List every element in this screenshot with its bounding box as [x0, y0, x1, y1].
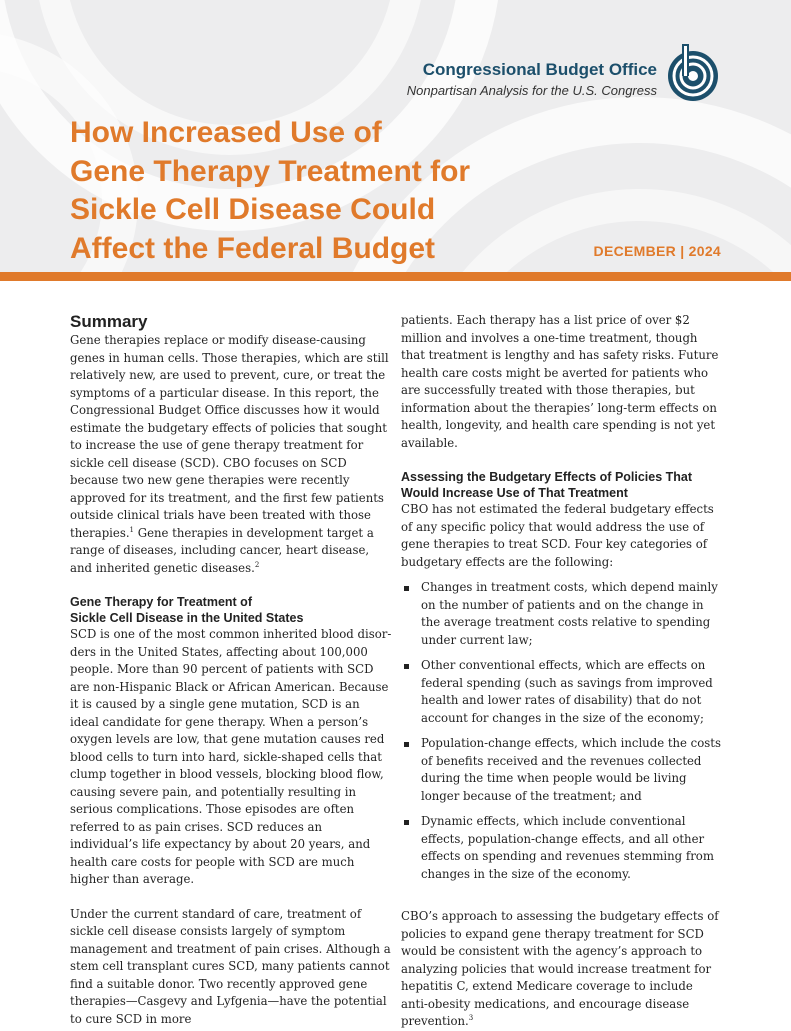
- title-line: Sickle Cell Disease Could: [70, 193, 436, 226]
- list-item: [401, 657, 722, 727]
- gene-therapy-paragraph: SCD is one of the most common inherited blood disorders in the United States, affecting about 100,000 people. More than 90 percent of patients with SCD are non-Hispanic Black or African American. Because it is caused by a single gene mutation, SCD is an ideal candidate for gene therapy. When a person’s oxygen levels are low, that gene mutation causes red blood cells to turn into hard, sickle-shaped cells that clump together in blood vessels, blocking blood flow, causing severe pain, and potentially resulting in serious complications. Those episodes are often referred to as pain crises. SCD reduces an individual’s life expectancy by about 20 years, and health care costs for people with SCD are much higher than average.: [70, 627, 392, 886]
- footnote-ref[interactable]: 2: [254, 560, 260, 569]
- standard-of-care-paragraph: Under the current standard of care, treatment of sickle cell disease consists largely of symptom management and treatment of pain crises. Although a stem cell transplant cures SCD, many patients cannot find a suitable donor. Two recently approved gene therapies—Casgevy and Lyfgenia—have the potential to cure SCD in more: [70, 906, 391, 1026]
- assessing-heading: [401, 469, 722, 501]
- square-bullet-icon: [404, 664, 409, 669]
- list-item: [401, 813, 722, 883]
- heading-line: Sickle Cell Disease in the United States: [70, 611, 304, 625]
- gene-therapy-heading: [70, 594, 392, 626]
- left-column: [70, 312, 392, 1028]
- list-item-text: Other conventional effects, which are effects on federal spending (such as savings from improved health and lower rates of disability) that do not account for changes in the size of the economy;: [421, 658, 713, 725]
- summary-text-tail: Gene therapies in development target a range of diseases, including cancer, heart disease, and inherited genetic diseases.: [70, 525, 374, 575]
- org-tagline: Nonpartisan Analysis for the U.S. Congress: [406, 83, 657, 98]
- accent-divider: [0, 272, 791, 281]
- summary-text: Gene therapies replace or modify disease-causing genes in human cells. Those therapies, which are still relatively new, are used to prevent, cure, or treat the symptoms of a particular disease. In this report, the Congressional Budget Office discusses how it would estimate the budgetary effects of policies that sought to increase the use of gene therapy treatment for sickle cell disease (SCD). CBO focuses on SCD because two new gene therapies were recently approved for its treatment, and the first few patients outside clinical trials have been treated with those therapies.: [70, 333, 389, 540]
- spacer: [401, 891, 722, 908]
- summary-paragraph: [70, 332, 392, 577]
- cbo-logo-icon: [662, 44, 722, 104]
- budgetary-effects-list: [401, 579, 722, 883]
- report-title: [70, 114, 470, 268]
- footnote-ref[interactable]: 1: [129, 525, 135, 534]
- list-item: [401, 735, 722, 805]
- closing-paragraph: [401, 908, 722, 1031]
- standard-of-care-continued: patients. Each therapy has a list price of over $2 million and involves a one-time treatment, though that treatment is lengthy and has safety risks. Future health care costs might be averted for patients who are successfully treated with those therapies, but information about the therapies’ long-term effects on health, longevity, and health care spending is not yet available.: [401, 313, 719, 450]
- list-item-text: Dynamic effects, which include conventional effects, population-change effects, and all other effects on spending and revenues stemming from changes in the size of the economy.: [421, 814, 714, 881]
- heading-line: Assessing the Budgetary Effects of Policies That: [401, 470, 693, 484]
- square-bullet-icon: [404, 820, 409, 825]
- heading-line: Gene Therapy for Treatment of: [70, 595, 252, 609]
- title-line: Gene Therapy Treatment for: [70, 154, 471, 188]
- list-item-text: Population-change effects, which include the costs of benefits received and the revenues collected during the time when people would be living longer because of the treatment; and: [421, 736, 721, 803]
- right-column: [401, 312, 722, 1031]
- list-item: [401, 579, 722, 649]
- spacer: [70, 577, 392, 594]
- heading-line: Would Increase Use of That Treatment: [401, 486, 628, 500]
- title-line: Affect the Federal Budget: [70, 231, 436, 265]
- closing-text: CBO’s approach to assessing the budgetary effects of policies to expand gene therapy treatment for SCD would be consistent with the agency’s approach to analyzing policies that would increase treatment for hepatitis C, extend Medicare coverage to include anti-obesity medications, and encourage disease prevention.: [401, 909, 719, 1028]
- spacer: [401, 452, 722, 469]
- assessing-intro: CBO has not estimated the federal budgetary effects of any specific policy that would address the use of gene therapies to treat SCD. Four key categories of budgetary effects are the following:: [401, 502, 714, 569]
- square-bullet-icon: [404, 742, 409, 747]
- report-date: DECEMBER | 2024: [593, 243, 721, 259]
- list-item-text: Changes in treatment costs, which depend mainly on the number of patients and on the change in the average treatment costs relative to spending under current law;: [421, 580, 718, 647]
- spacer: [70, 889, 392, 906]
- title-line: How Increased Use of: [70, 116, 382, 149]
- report-header: [0, 0, 791, 272]
- footnote-ref[interactable]: 3: [468, 1014, 474, 1023]
- square-bullet-icon: [404, 586, 409, 591]
- org-name: Congressional Budget Office: [422, 60, 657, 79]
- summary-heading: Summary: [70, 312, 148, 331]
